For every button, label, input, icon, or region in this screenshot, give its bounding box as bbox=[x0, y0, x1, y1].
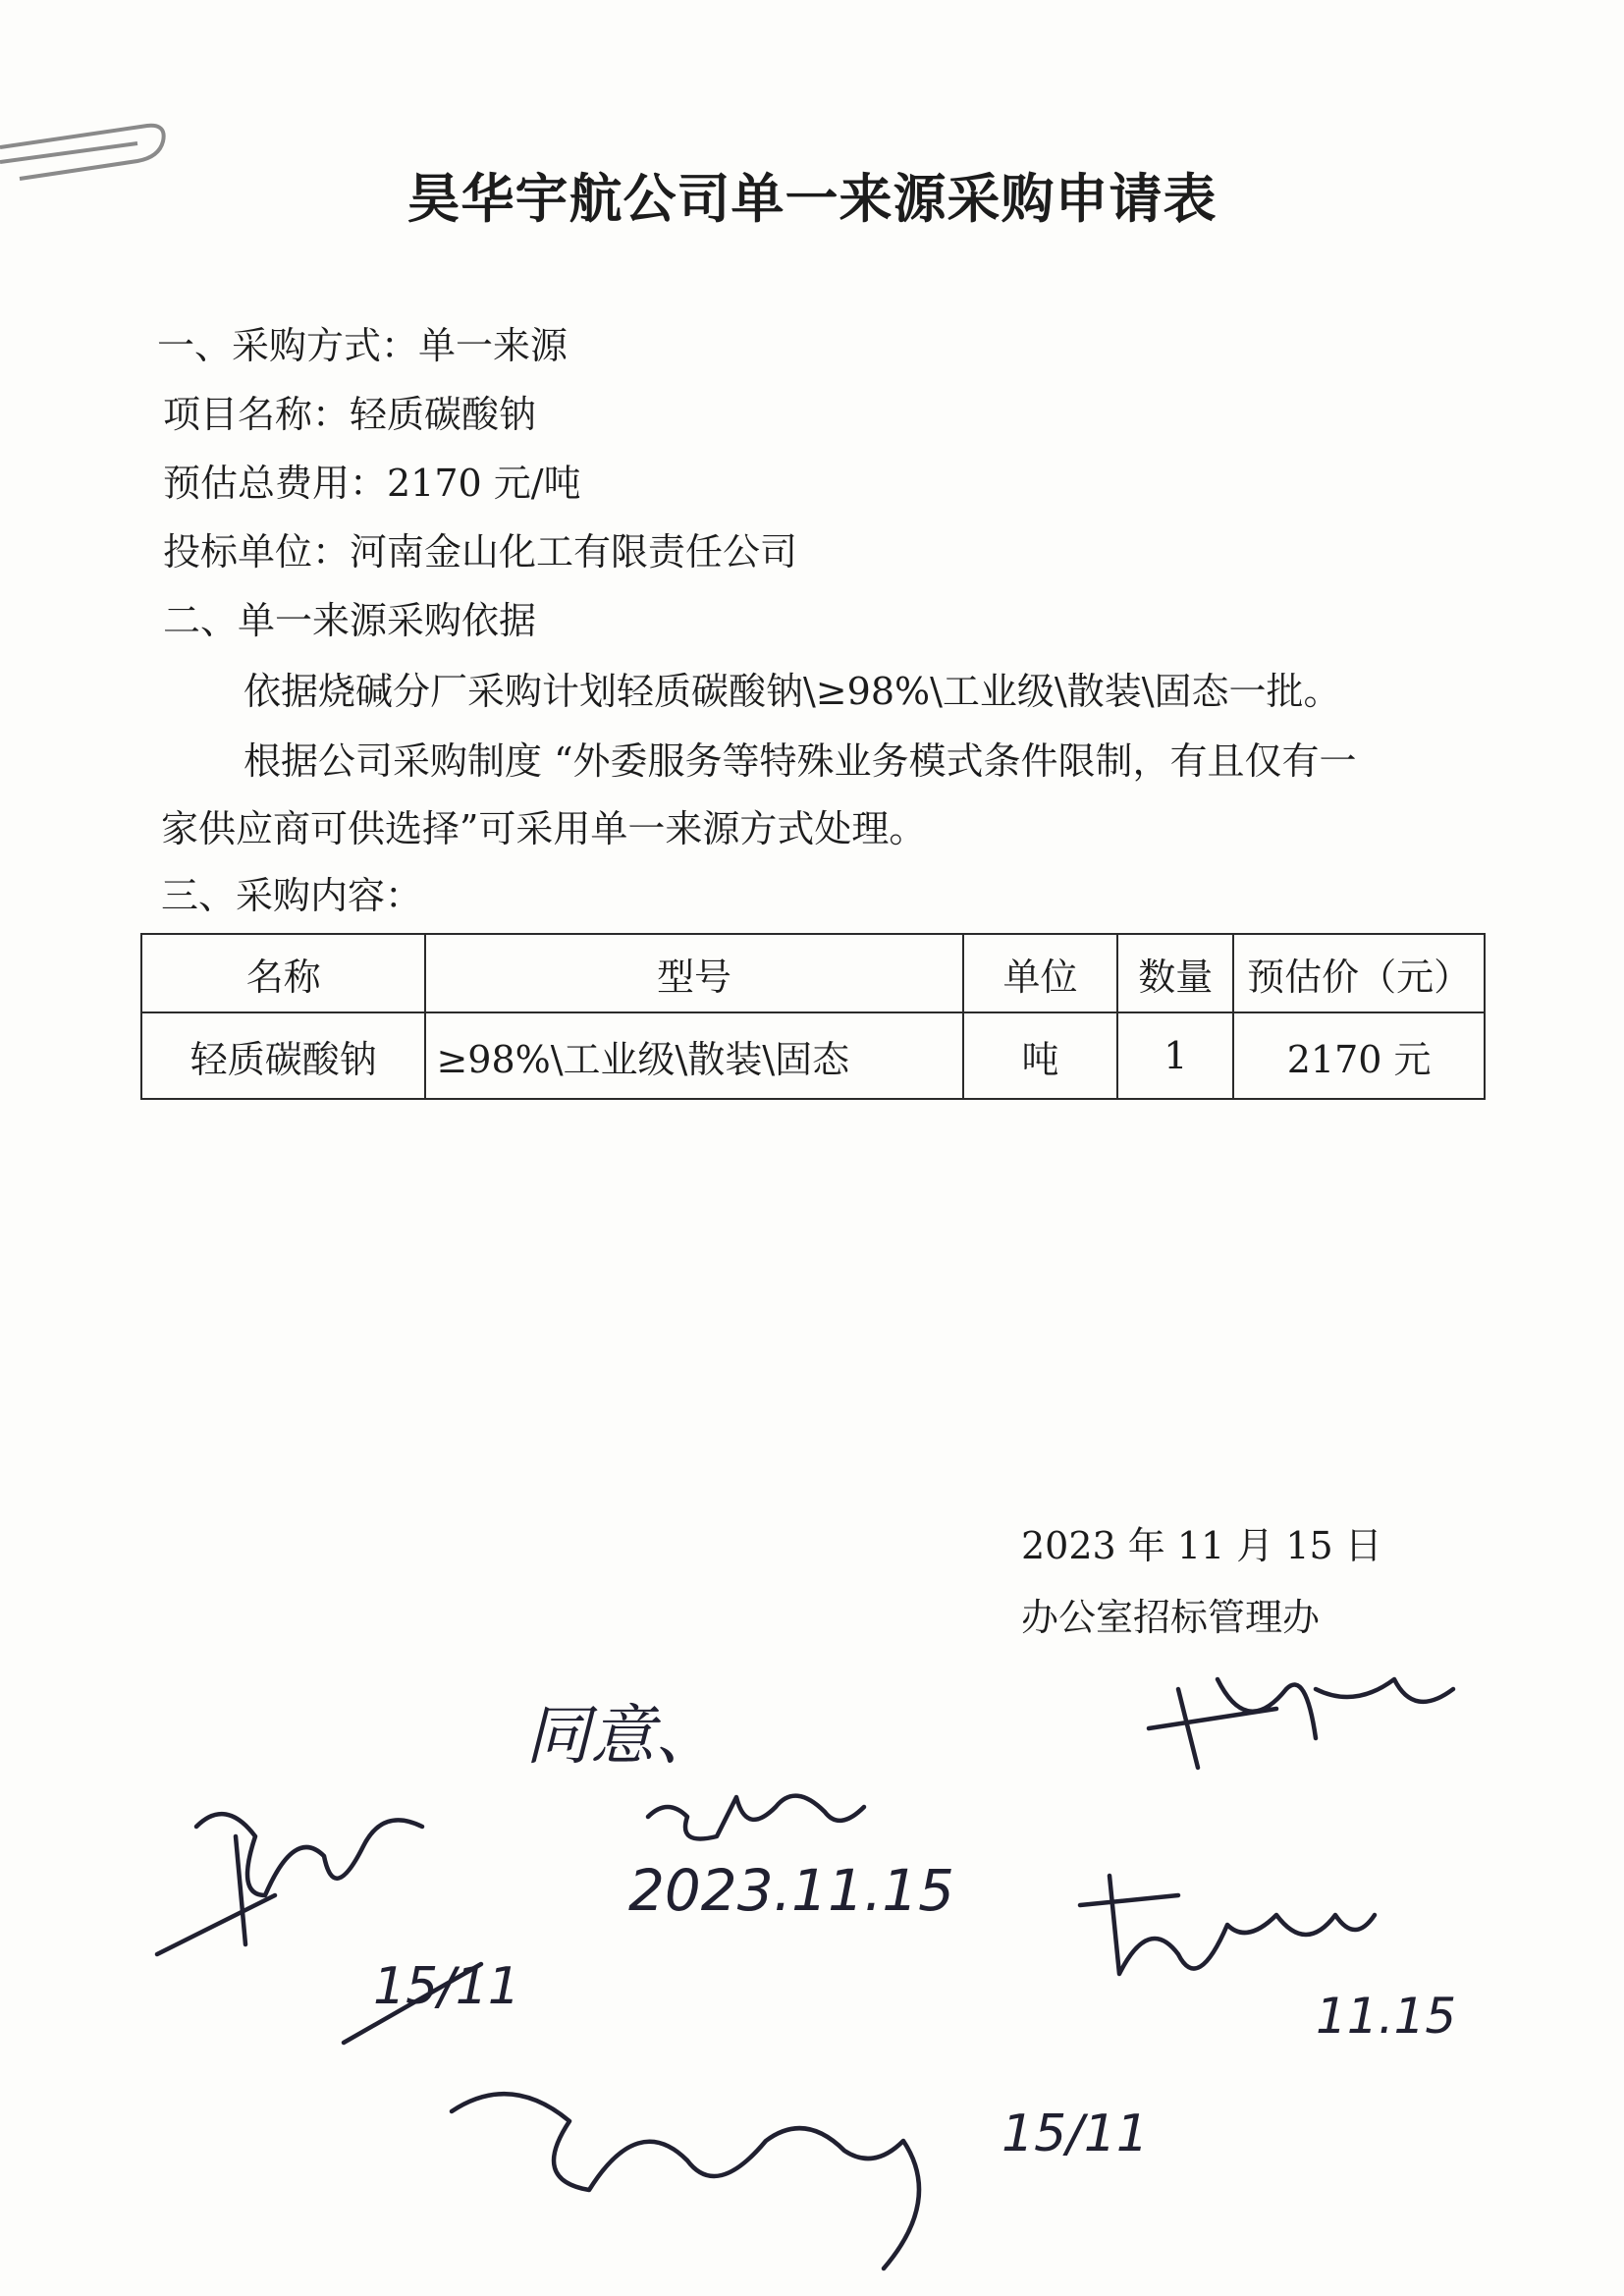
basis-paragraph-1: 依据烧碱分厂采购计划轻质碳酸钠\≥98%\工业级\散装\固态一批。 bbox=[244, 670, 1341, 713]
signature-c bbox=[1149, 1679, 1453, 1768]
signature-a-date: 2023.11.15 bbox=[628, 1857, 955, 1924]
header-unit: 单位 bbox=[963, 934, 1118, 1012]
table-header-row bbox=[141, 934, 1485, 1012]
bidding-unit: 投标单位：河南金山化工有限责任公司 bbox=[163, 530, 798, 574]
estimated-cost: 预估总费用：2170 元/吨 bbox=[163, 462, 581, 505]
signature-e bbox=[452, 2094, 919, 2269]
signature-a bbox=[648, 1796, 864, 1839]
project-name: 项目名称：轻质碳酸钠 bbox=[163, 393, 537, 436]
cell-quantity: 1 bbox=[1117, 1012, 1233, 1099]
basis-paragraph-2-cont: 家供应商可供选择”可采用单一来源方式处理。 bbox=[161, 807, 927, 850]
basis-paragraph-2: 根据公司采购制度 “外委服务等特殊业务模式条件限制，有且仅有一 bbox=[244, 739, 1357, 783]
section2-heading: 二、单一来源采购依据 bbox=[163, 599, 537, 642]
signature-b-date: 15/11 bbox=[373, 1957, 520, 2016]
signature-area bbox=[137, 1650, 1512, 2278]
table-row bbox=[141, 1012, 1485, 1099]
issuing-office: 办公室招标管理办 bbox=[1021, 1596, 1321, 1639]
approval-note: 同意、 bbox=[525, 1698, 720, 1774]
signature-d bbox=[1080, 1876, 1375, 1974]
cell-unit: 吨 bbox=[963, 1012, 1118, 1099]
header-model: 型号 bbox=[425, 934, 962, 1012]
cell-price: 2170 元 bbox=[1233, 1012, 1485, 1099]
signature-d-date: 11.15 bbox=[1316, 1988, 1457, 2045]
cell-name: 轻质碳酸钠 bbox=[141, 1012, 425, 1099]
section3-heading: 三、采购内容： bbox=[161, 874, 423, 917]
procurement-method: 一、采购方式：单一来源 bbox=[157, 324, 568, 367]
page-title: 昊华宇航公司单一来源采购申请表 bbox=[406, 168, 1218, 230]
header-name: 名称 bbox=[141, 934, 425, 1012]
cell-model: ≥98%\工业级\散装\固态 bbox=[425, 1012, 962, 1099]
header-quantity: 数量 bbox=[1117, 934, 1233, 1012]
header-price: 预估价（元） bbox=[1233, 934, 1485, 1012]
signature-b bbox=[157, 1814, 422, 1954]
signature-e-date: 15/11 bbox=[1001, 2105, 1149, 2163]
document-date: 2023 年 11 月 15 日 bbox=[1021, 1524, 1382, 1567]
procurement-table bbox=[140, 933, 1486, 1100]
